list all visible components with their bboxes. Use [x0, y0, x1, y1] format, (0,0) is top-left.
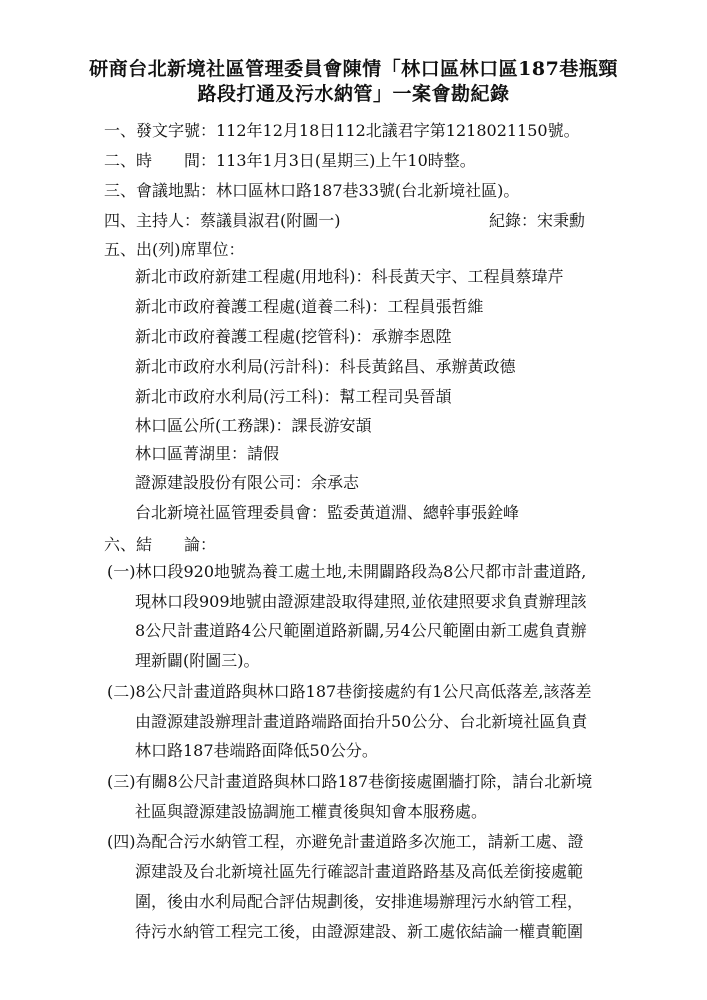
section-recorder: 紀錄：宋秉勳: [489, 211, 586, 230]
section-document-number: 一、發文字號：112年12月18日112北議君字第1218021150號。: [104, 121, 580, 140]
attendee-item: 新北市政府水利局(污工科)：幫工程司吳晉頡: [135, 387, 452, 406]
conclusion-2-line: (二)8公尺計畫道路與林口路187巷銜接處約有1公尺高低落差,該落差: [107, 682, 592, 701]
attendee-item: 新北市政府水利局(污計科)：科長黃銘昌、承辦黃政德: [135, 357, 516, 376]
document-title-line-1: 研商台北新境社區管理委員會陳情「林口區林口區187巷瓶頸: [89, 58, 618, 80]
conclusion-4-line: (四)為配合污水納管工程，亦避免計畫道路多次施工，請新工處、證: [107, 832, 584, 851]
conclusion-1-line: (一)林口段920地號為養工處土地,未開闢路段為8公尺都市計畫道路,: [107, 562, 587, 581]
conclusion-4-line: 圍，後由水利局配合評估規劃後，安排進場辦理污水納管工程，: [135, 892, 584, 911]
attendee-item: 林口區公所(工務課)：課長游安頡: [135, 416, 372, 435]
conclusion-3-line: 社區與證源建設協調施工權責後與知會本服務處。: [135, 802, 488, 821]
section-meeting-location: 三、會議地點：林口區林口路187巷33號(台北新境社區)。: [104, 181, 520, 200]
attendee-item: 新北市政府新建工程處(用地科)：科長黃天宇、工程員蔡瑋芹: [135, 267, 564, 286]
conclusion-1-line: 理新闢(附圖三)。: [135, 651, 260, 670]
conclusion-2-line: 由證源建設辦理計畫道路端路面抬升50公分、台北新境社區負責: [135, 712, 588, 731]
section-host: 四、主持人：蔡議員淑君(附圖一): [104, 211, 341, 230]
conclusion-1-line: 現林口段909地號由證源建設取得建照,並依建照要求負責辦理該: [135, 592, 587, 611]
section-meeting-time: 二、時 間：113年1月3日(星期三)上午10時整。: [104, 151, 476, 170]
conclusion-4-line: 源建設及台北新境社區先行確認計畫道路路基及高低差銜接處範: [135, 862, 584, 881]
conclusion-4-line: 待污水納管工程完工後，由證源建設、新工處依結論一權責範圍: [135, 922, 584, 941]
attendee-item: 林口區菁湖里：請假: [135, 444, 280, 463]
attendee-item: 台北新境社區管理委員會：監委黃道淵、總幹事張銓峰: [135, 503, 520, 522]
section-conclusions-heading: 六、結 論：: [104, 535, 217, 554]
attendee-item: 證源建設股份有限公司：余承志: [135, 473, 360, 492]
attendee-item: 新北市政府養護工程處(挖管科)：承辦李恩陞: [135, 327, 452, 346]
attendee-item: 新北市政府養護工程處(道養二科)：工程員張哲維: [135, 297, 484, 316]
section-attendees-heading: 五、出(列)席單位：: [104, 240, 245, 259]
conclusion-2-line: 林口路187巷端路面降低50公分。: [135, 741, 378, 760]
conclusion-1-line: 8公尺計畫道路4公尺範圍道路新闢,另4公尺範圍由新工處負責辦: [135, 621, 587, 640]
conclusion-3-line: (三)有關8公尺計畫道路與林口路187巷銜接處圍牆打除，請台北新境: [107, 772, 593, 791]
document-title-line-2: 路段打通及污水納管」一案會勘紀錄: [197, 83, 510, 105]
